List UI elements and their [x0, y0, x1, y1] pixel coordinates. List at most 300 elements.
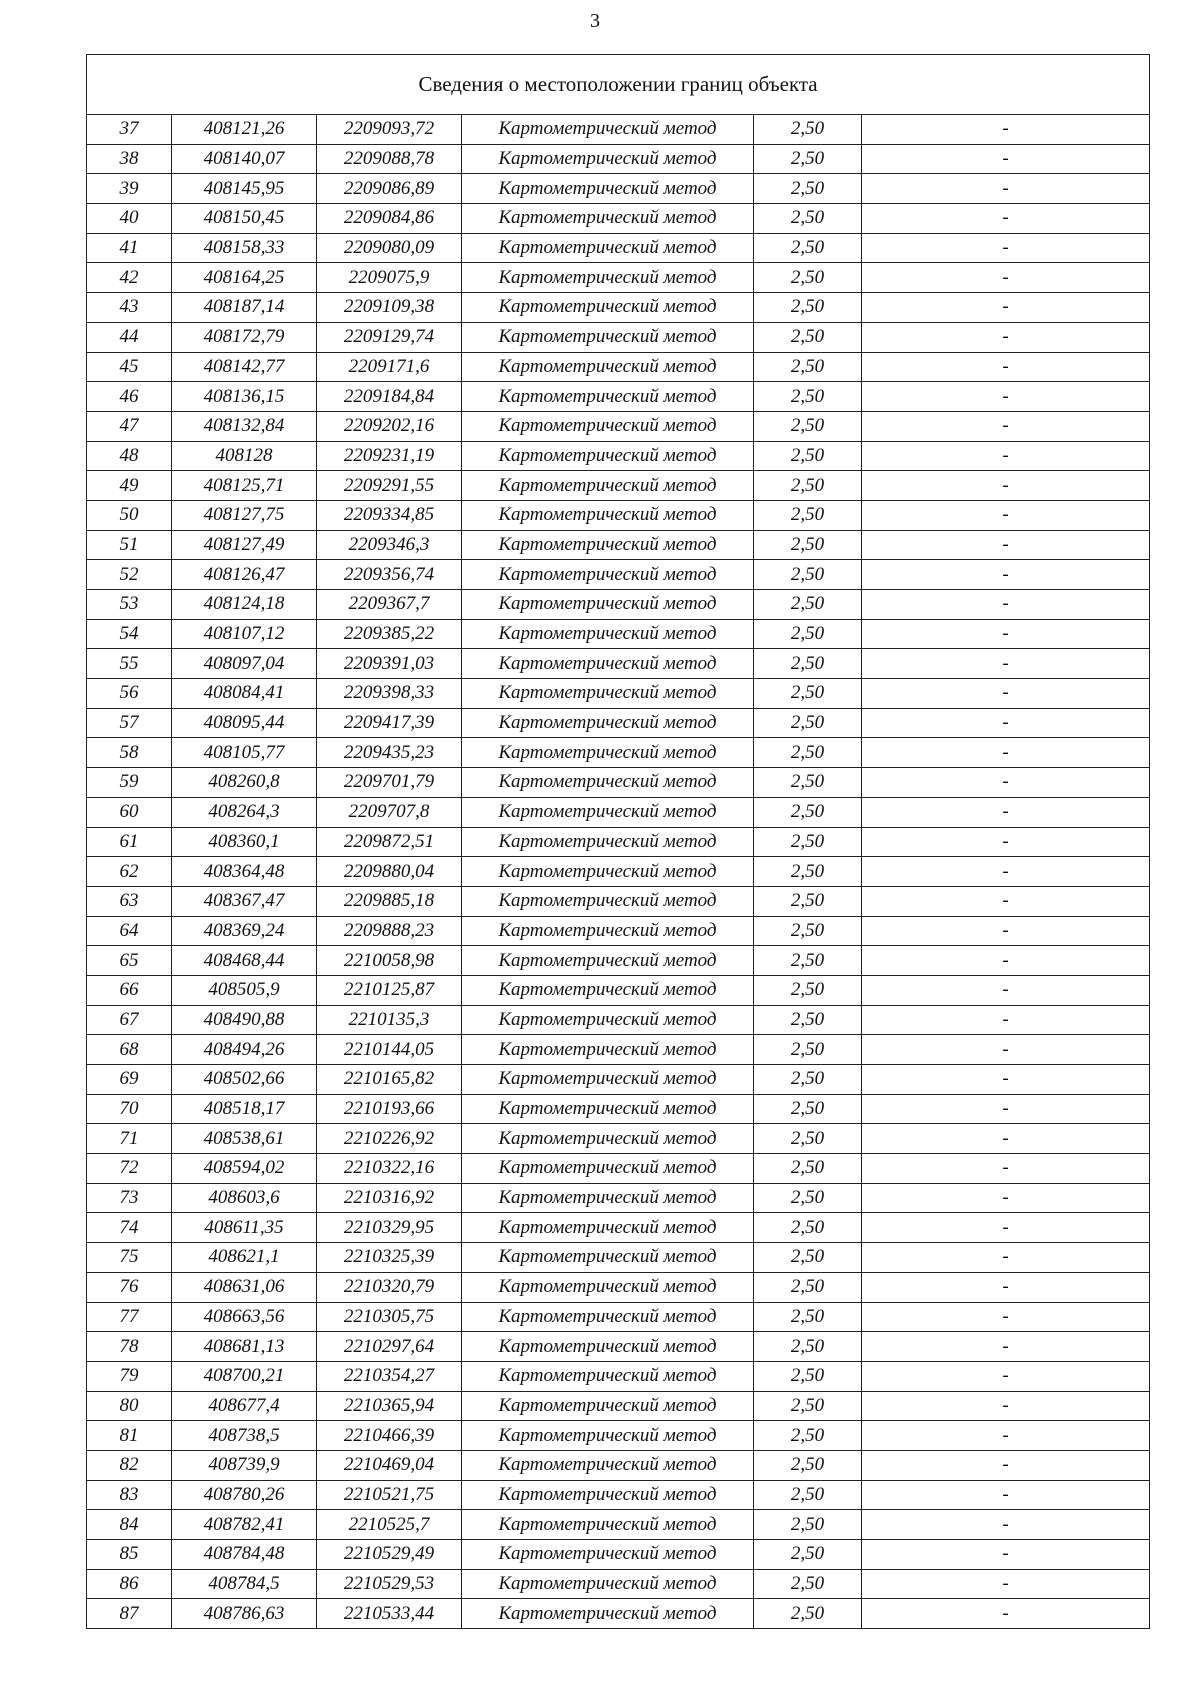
coord-x-cell: 408121,26	[172, 115, 317, 145]
coord-x-cell: 408502,66	[172, 1065, 317, 1095]
coord-y-cell: 2210165,82	[317, 1065, 462, 1095]
coord-x-cell: 408158,33	[172, 233, 317, 263]
coord-y-cell: 2210329,95	[317, 1213, 462, 1243]
coord-y-cell: 2210316,92	[317, 1183, 462, 1213]
point-number-cell: 87	[87, 1599, 172, 1629]
coord-y-cell: 2210322,16	[317, 1154, 462, 1184]
point-number-cell: 38	[87, 144, 172, 174]
coord-x-cell: 408603,6	[172, 1183, 317, 1213]
point-number-cell: 41	[87, 233, 172, 263]
table-row	[87, 322, 1150, 352]
point-number-cell: 39	[87, 174, 172, 204]
note-cell: -	[862, 560, 1150, 590]
accuracy-cell: 2,50	[754, 708, 862, 738]
table-row	[87, 797, 1150, 827]
table-row	[87, 1243, 1150, 1273]
coord-x-cell: 408367,47	[172, 886, 317, 916]
point-number-cell: 70	[87, 1094, 172, 1124]
method-cell: Картометрический метод	[462, 263, 754, 293]
accuracy-cell: 2,50	[754, 649, 862, 679]
coord-y-cell: 2210466,39	[317, 1421, 462, 1451]
table-row	[87, 471, 1150, 501]
point-number-cell: 44	[87, 322, 172, 352]
coord-x-cell: 408364,48	[172, 857, 317, 887]
method-cell: Картометрический метод	[462, 649, 754, 679]
coord-x-cell: 408172,79	[172, 322, 317, 352]
coord-x-cell: 408786,63	[172, 1599, 317, 1629]
accuracy-cell: 2,50	[754, 975, 862, 1005]
table-row	[87, 679, 1150, 709]
accuracy-cell: 2,50	[754, 1213, 862, 1243]
coord-x-cell: 408187,14	[172, 293, 317, 323]
method-cell: Картометрический метод	[462, 352, 754, 382]
table-header-row	[87, 55, 1150, 115]
method-cell: Картометрический метод	[462, 1094, 754, 1124]
table-row	[87, 233, 1150, 263]
accuracy-cell: 2,50	[754, 619, 862, 649]
accuracy-cell: 2,50	[754, 1065, 862, 1095]
point-number-cell: 58	[87, 738, 172, 768]
note-cell: -	[862, 1243, 1150, 1273]
note-cell: -	[862, 1450, 1150, 1480]
note-cell: -	[862, 1154, 1150, 1184]
point-number-cell: 52	[87, 560, 172, 590]
note-cell: -	[862, 797, 1150, 827]
accuracy-cell: 2,50	[754, 233, 862, 263]
coord-x-cell: 408105,77	[172, 738, 317, 768]
note-cell: -	[862, 204, 1150, 234]
point-number-cell: 67	[87, 1005, 172, 1035]
coord-y-cell: 2209334,85	[317, 500, 462, 530]
method-cell: Картометрический метод	[462, 322, 754, 352]
coord-y-cell: 2209346,3	[317, 530, 462, 560]
accuracy-cell: 2,50	[754, 1421, 862, 1451]
table-row	[87, 115, 1150, 145]
accuracy-cell: 2,50	[754, 144, 862, 174]
point-number-cell: 73	[87, 1183, 172, 1213]
table-row	[87, 500, 1150, 530]
method-cell: Картометрический метод	[462, 411, 754, 441]
coord-x-cell: 408677,4	[172, 1391, 317, 1421]
point-number-cell: 37	[87, 115, 172, 145]
note-cell: -	[862, 382, 1150, 412]
table-row	[87, 1154, 1150, 1184]
accuracy-cell: 2,50	[754, 263, 862, 293]
point-number-cell: 60	[87, 797, 172, 827]
accuracy-cell: 2,50	[754, 1450, 862, 1480]
accuracy-cell: 2,50	[754, 530, 862, 560]
coord-y-cell: 2209080,09	[317, 233, 462, 263]
coord-x-cell: 408164,25	[172, 263, 317, 293]
accuracy-cell: 2,50	[754, 500, 862, 530]
table-row	[87, 1332, 1150, 1362]
accuracy-cell: 2,50	[754, 322, 862, 352]
method-cell: Картометрический метод	[462, 441, 754, 471]
accuracy-cell: 2,50	[754, 204, 862, 234]
accuracy-cell: 2,50	[754, 1391, 862, 1421]
coord-x-cell: 408264,3	[172, 797, 317, 827]
note-cell: -	[862, 352, 1150, 382]
accuracy-cell: 2,50	[754, 916, 862, 946]
coord-y-cell: 2209109,38	[317, 293, 462, 323]
note-cell: -	[862, 679, 1150, 709]
point-number-cell: 43	[87, 293, 172, 323]
table-row	[87, 649, 1150, 679]
coord-y-cell: 2209231,19	[317, 441, 462, 471]
method-cell: Картометрический метод	[462, 382, 754, 412]
note-cell: -	[862, 590, 1150, 620]
accuracy-cell: 2,50	[754, 293, 862, 323]
coord-y-cell: 2210058,98	[317, 946, 462, 976]
coord-x-cell: 408681,13	[172, 1332, 317, 1362]
note-cell: -	[862, 1065, 1150, 1095]
note-cell: -	[862, 530, 1150, 560]
table-row	[87, 530, 1150, 560]
note-cell: -	[862, 1035, 1150, 1065]
note-cell: -	[862, 1540, 1150, 1570]
coord-x-cell: 408107,12	[172, 619, 317, 649]
table-row	[87, 857, 1150, 887]
point-number-cell: 59	[87, 768, 172, 798]
point-number-cell: 61	[87, 827, 172, 857]
table-row	[87, 144, 1150, 174]
accuracy-cell: 2,50	[754, 352, 862, 382]
accuracy-cell: 2,50	[754, 1540, 862, 1570]
point-number-cell: 54	[87, 619, 172, 649]
method-cell: Картометрический метод	[462, 1272, 754, 1302]
note-cell: -	[862, 1272, 1150, 1302]
coord-y-cell: 2209093,72	[317, 115, 462, 145]
accuracy-cell: 2,50	[754, 679, 862, 709]
point-number-cell: 69	[87, 1065, 172, 1095]
coord-y-cell: 2209417,39	[317, 708, 462, 738]
note-cell: -	[862, 174, 1150, 204]
point-number-cell: 64	[87, 916, 172, 946]
coord-y-cell: 2210325,39	[317, 1243, 462, 1273]
accuracy-cell: 2,50	[754, 1599, 862, 1629]
coord-x-cell: 408739,9	[172, 1450, 317, 1480]
point-number-cell: 71	[87, 1124, 172, 1154]
point-number-cell: 51	[87, 530, 172, 560]
coord-y-cell: 2209398,33	[317, 679, 462, 709]
method-cell: Картометрический метод	[462, 1213, 754, 1243]
table-row	[87, 590, 1150, 620]
accuracy-cell: 2,50	[754, 174, 862, 204]
coord-y-cell: 2210525,7	[317, 1510, 462, 1540]
table-row	[87, 263, 1150, 293]
table-row	[87, 174, 1150, 204]
method-cell: Картометрический метод	[462, 619, 754, 649]
method-cell: Картометрический метод	[462, 1035, 754, 1065]
method-cell: Картометрический метод	[462, 768, 754, 798]
coord-y-cell: 2209701,79	[317, 768, 462, 798]
note-cell: -	[862, 1361, 1150, 1391]
coord-y-cell: 2209367,7	[317, 590, 462, 620]
method-cell: Картометрический метод	[462, 500, 754, 530]
method-cell: Картометрический метод	[462, 1450, 754, 1480]
coord-x-cell: 408611,35	[172, 1213, 317, 1243]
point-number-cell: 83	[87, 1480, 172, 1510]
accuracy-cell: 2,50	[754, 1094, 862, 1124]
coord-x-cell: 408127,75	[172, 500, 317, 530]
coord-x-cell: 408594,02	[172, 1154, 317, 1184]
coord-x-cell: 408142,77	[172, 352, 317, 382]
coord-y-cell: 2210144,05	[317, 1035, 462, 1065]
table-row	[87, 1302, 1150, 1332]
coord-y-cell: 2209356,74	[317, 560, 462, 590]
coord-x-cell: 408784,48	[172, 1540, 317, 1570]
coord-y-cell: 2209435,23	[317, 738, 462, 768]
method-cell: Картометрический метод	[462, 886, 754, 916]
table-row	[87, 768, 1150, 798]
coord-y-cell: 2210365,94	[317, 1391, 462, 1421]
note-cell: -	[862, 1094, 1150, 1124]
method-cell: Картометрический метод	[462, 233, 754, 263]
coord-y-cell: 2210193,66	[317, 1094, 462, 1124]
method-cell: Картометрический метод	[462, 530, 754, 560]
table-row	[87, 619, 1150, 649]
note-cell: -	[862, 1421, 1150, 1451]
point-number-cell: 63	[87, 886, 172, 916]
table-row	[87, 204, 1150, 234]
note-cell: -	[862, 471, 1150, 501]
point-number-cell: 66	[87, 975, 172, 1005]
coord-x-cell: 408097,04	[172, 649, 317, 679]
coord-y-cell: 2210529,53	[317, 1569, 462, 1599]
table-row	[87, 1421, 1150, 1451]
table-row	[87, 1035, 1150, 1065]
point-number-cell: 76	[87, 1272, 172, 1302]
table-body	[87, 55, 1150, 1629]
method-cell: Картометрический метод	[462, 946, 754, 976]
coord-x-cell: 408136,15	[172, 382, 317, 412]
coord-y-cell: 2209202,16	[317, 411, 462, 441]
method-cell: Картометрический метод	[462, 1243, 754, 1273]
note-cell: -	[862, 1302, 1150, 1332]
accuracy-cell: 2,50	[754, 590, 862, 620]
coord-y-cell: 2209184,84	[317, 382, 462, 412]
coord-y-cell: 2210305,75	[317, 1302, 462, 1332]
point-number-cell: 49	[87, 471, 172, 501]
method-cell: Картометрический метод	[462, 1421, 754, 1451]
accuracy-cell: 2,50	[754, 1302, 862, 1332]
note-cell: -	[862, 708, 1150, 738]
method-cell: Картометрический метод	[462, 1332, 754, 1362]
method-cell: Картометрический метод	[462, 204, 754, 234]
table-row	[87, 1005, 1150, 1035]
note-cell: -	[862, 411, 1150, 441]
coord-y-cell: 2209291,55	[317, 471, 462, 501]
point-number-cell: 78	[87, 1332, 172, 1362]
coord-x-cell: 408140,07	[172, 144, 317, 174]
coord-x-cell: 408784,5	[172, 1569, 317, 1599]
method-cell: Картометрический метод	[462, 827, 754, 857]
coord-x-cell: 408132,84	[172, 411, 317, 441]
note-cell: -	[862, 1005, 1150, 1035]
note-cell: -	[862, 144, 1150, 174]
note-cell: -	[862, 827, 1150, 857]
note-cell: -	[862, 1391, 1150, 1421]
accuracy-cell: 2,50	[754, 1480, 862, 1510]
coord-x-cell: 408260,8	[172, 768, 317, 798]
method-cell: Картометрический метод	[462, 144, 754, 174]
coord-y-cell: 2209129,74	[317, 322, 462, 352]
accuracy-cell: 2,50	[754, 1005, 862, 1035]
note-cell: -	[862, 1569, 1150, 1599]
accuracy-cell: 2,50	[754, 1183, 862, 1213]
accuracy-cell: 2,50	[754, 115, 862, 145]
accuracy-cell: 2,50	[754, 827, 862, 857]
coord-x-cell: 408631,06	[172, 1272, 317, 1302]
table-row	[87, 1391, 1150, 1421]
note-cell: -	[862, 293, 1150, 323]
coord-x-cell: 408738,5	[172, 1421, 317, 1451]
table-row	[87, 827, 1150, 857]
coord-y-cell: 2210297,64	[317, 1332, 462, 1362]
coord-y-cell: 2210521,75	[317, 1480, 462, 1510]
coord-x-cell: 408360,1	[172, 827, 317, 857]
accuracy-cell: 2,50	[754, 857, 862, 887]
table-row	[87, 738, 1150, 768]
table-row	[87, 1065, 1150, 1095]
table-row	[87, 1094, 1150, 1124]
method-cell: Картометрический метод	[462, 1065, 754, 1095]
coord-y-cell: 2209171,6	[317, 352, 462, 382]
note-cell: -	[862, 886, 1150, 916]
coord-y-cell: 2209385,22	[317, 619, 462, 649]
note-cell: -	[862, 1480, 1150, 1510]
coord-y-cell: 2209872,51	[317, 827, 462, 857]
note-cell: -	[862, 322, 1150, 352]
point-number-cell: 68	[87, 1035, 172, 1065]
table-row	[87, 293, 1150, 323]
coord-y-cell: 2209888,23	[317, 916, 462, 946]
accuracy-cell: 2,50	[754, 1154, 862, 1184]
point-number-cell: 40	[87, 204, 172, 234]
point-number-cell: 47	[87, 411, 172, 441]
page-number: 3	[590, 10, 600, 32]
note-cell: -	[862, 441, 1150, 471]
table-row	[87, 1540, 1150, 1570]
method-cell: Картометрический метод	[462, 560, 754, 590]
method-cell: Картометрический метод	[462, 916, 754, 946]
accuracy-cell: 2,50	[754, 738, 862, 768]
point-number-cell: 79	[87, 1361, 172, 1391]
method-cell: Картометрический метод	[462, 471, 754, 501]
point-number-cell: 74	[87, 1213, 172, 1243]
coord-x-cell: 408084,41	[172, 679, 317, 709]
coord-y-cell: 2210354,27	[317, 1361, 462, 1391]
coord-x-cell: 408782,41	[172, 1510, 317, 1540]
note-cell: -	[862, 768, 1150, 798]
accuracy-cell: 2,50	[754, 1510, 862, 1540]
table-row	[87, 1361, 1150, 1391]
coord-x-cell: 408125,71	[172, 471, 317, 501]
note-cell: -	[862, 975, 1150, 1005]
coord-y-cell: 2209885,18	[317, 886, 462, 916]
coord-y-cell: 2210469,04	[317, 1450, 462, 1480]
accuracy-cell: 2,50	[754, 1035, 862, 1065]
accuracy-cell: 2,50	[754, 797, 862, 827]
coord-x-cell: 408126,47	[172, 560, 317, 590]
table-row	[87, 352, 1150, 382]
method-cell: Картометрический метод	[462, 1302, 754, 1332]
note-cell: -	[862, 946, 1150, 976]
coord-y-cell: 2209707,8	[317, 797, 462, 827]
method-cell: Картометрический метод	[462, 857, 754, 887]
coord-x-cell: 408127,49	[172, 530, 317, 560]
method-cell: Картометрический метод	[462, 1183, 754, 1213]
table-row	[87, 560, 1150, 590]
accuracy-cell: 2,50	[754, 946, 862, 976]
accuracy-cell: 2,50	[754, 411, 862, 441]
table-row	[87, 382, 1150, 412]
method-cell: Картометрический метод	[462, 293, 754, 323]
method-cell: Картометрический метод	[462, 1480, 754, 1510]
point-number-cell: 81	[87, 1421, 172, 1451]
table-row	[87, 1272, 1150, 1302]
point-number-cell: 82	[87, 1450, 172, 1480]
accuracy-cell: 2,50	[754, 1332, 862, 1362]
method-cell: Картометрический метод	[462, 738, 754, 768]
note-cell: -	[862, 649, 1150, 679]
point-number-cell: 42	[87, 263, 172, 293]
accuracy-cell: 2,50	[754, 1243, 862, 1273]
point-number-cell: 45	[87, 352, 172, 382]
point-number-cell: 65	[87, 946, 172, 976]
point-number-cell: 50	[87, 500, 172, 530]
method-cell: Картометрический метод	[462, 1154, 754, 1184]
method-cell: Картометрический метод	[462, 975, 754, 1005]
coord-y-cell: 2210320,79	[317, 1272, 462, 1302]
coord-x-cell: 408124,18	[172, 590, 317, 620]
table-row	[87, 975, 1150, 1005]
point-number-cell: 77	[87, 1302, 172, 1332]
coord-y-cell: 2210533,44	[317, 1599, 462, 1629]
method-cell: Картометрический метод	[462, 1124, 754, 1154]
note-cell: -	[862, 738, 1150, 768]
coord-x-cell: 408538,61	[172, 1124, 317, 1154]
accuracy-cell: 2,50	[754, 471, 862, 501]
method-cell: Картометрический метод	[462, 1540, 754, 1570]
point-number-cell: 55	[87, 649, 172, 679]
coord-x-cell: 408095,44	[172, 708, 317, 738]
point-number-cell: 85	[87, 1540, 172, 1570]
accuracy-cell: 2,50	[754, 382, 862, 412]
note-cell: -	[862, 619, 1150, 649]
note-cell: -	[862, 1332, 1150, 1362]
point-number-cell: 72	[87, 1154, 172, 1184]
point-number-cell: 80	[87, 1391, 172, 1421]
method-cell: Картометрический метод	[462, 1599, 754, 1629]
point-number-cell: 53	[87, 590, 172, 620]
coord-y-cell: 2210125,87	[317, 975, 462, 1005]
coord-x-cell: 408128	[172, 441, 317, 471]
coord-x-cell: 408518,17	[172, 1094, 317, 1124]
coord-x-cell: 408663,56	[172, 1302, 317, 1332]
table-row	[87, 1183, 1150, 1213]
coord-y-cell: 2209391,03	[317, 649, 462, 679]
method-cell: Картометрический метод	[462, 1391, 754, 1421]
method-cell: Картометрический метод	[462, 1510, 754, 1540]
coord-x-cell: 408145,95	[172, 174, 317, 204]
coord-y-cell: 2210135,3	[317, 1005, 462, 1035]
table-row	[87, 1569, 1150, 1599]
table-row	[87, 1510, 1150, 1540]
coord-x-cell: 408494,26	[172, 1035, 317, 1065]
coord-x-cell: 408490,88	[172, 1005, 317, 1035]
method-cell: Картометрический метод	[462, 174, 754, 204]
